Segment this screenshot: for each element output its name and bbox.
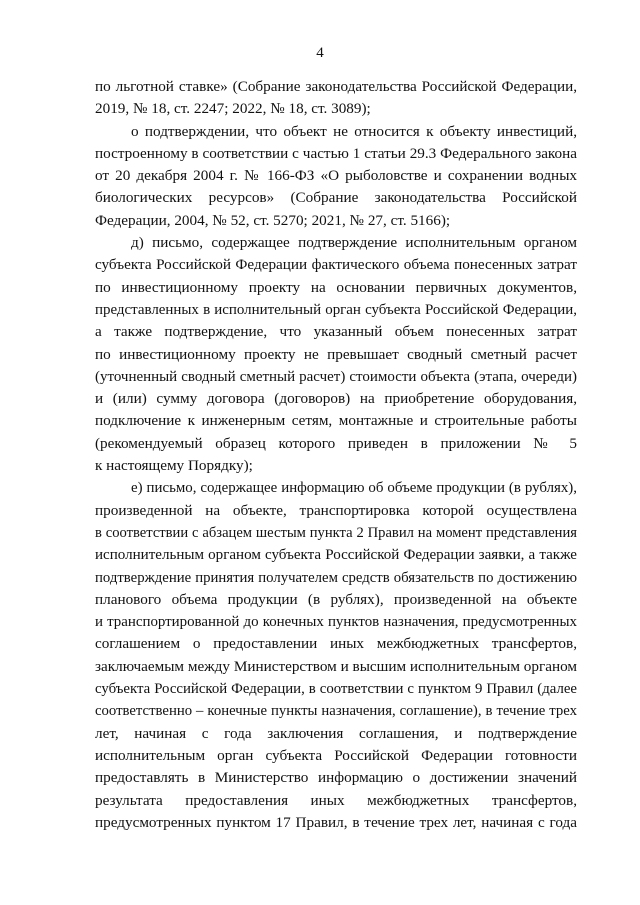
text-line: о подтверждении, что объект не относится к объекту инвестиций, (131, 122, 577, 140)
paragraph-confirmation (95, 121, 577, 232)
text-line: построенному в соответствии с частью 1 статьи 29.3 Федерального закона (95, 144, 577, 162)
text-line: к настоящему Порядку); (95, 457, 253, 475)
text-line: Федерации, 2004, № 52, ст. 5270; 2021, № 27, ст. 5166); (95, 211, 451, 229)
text-line: соглашением о предоставлении иных межбюджетных трансфертов, (95, 635, 577, 653)
text-line: представленных в исполнительный орган субъекта Российской Федерации, (95, 301, 577, 318)
text-line: 2019, № 18, ст. 2247; 2022, № 18, ст. 3089); (95, 100, 371, 118)
paragraph-d (95, 232, 577, 477)
text-line: по инвестиционному проекту на основании первичных документов, (95, 278, 577, 296)
paragraph-e (95, 477, 577, 834)
text-line: предусмотренных пунктом 17 Правил, в течение трех лет, начиная с года (95, 813, 577, 831)
text-line: лет, начиная с года заключения соглашения, и подтверждение (95, 724, 577, 742)
text-line: по инвестиционному проекту не превышает сводный сметный расчет (95, 345, 577, 363)
text-line: планового объема продукции (в рублях), произведенной на объекте (95, 590, 577, 608)
text-line: биологических ресурсов» (Собрание законодательства Российской (95, 189, 577, 207)
text-line: и (или) сумму договора (договоров) на приобретение оборудования, (95, 390, 577, 408)
text-line: исполнительным орган субъекта Российской Федерации готовности (95, 746, 577, 764)
text-line: субъекта Российской Федерации, в соответствии с пунктом 9 Правил (далее (95, 681, 577, 698)
text-line: в соответствии с абзацем шестым пункта 2 Правил на момент представления (95, 524, 577, 541)
text-line: результата предоставления иных межбюджетных трансфертов, (95, 791, 577, 809)
text-line: заключаемым между Министерством и высшим исполнительным органом (95, 657, 577, 675)
text-line: предоставлять в Министерство информацию о достижении значений (95, 769, 577, 787)
text-line: субъекта Российской Федерации фактического объема понесенных затрат (95, 256, 577, 274)
text-line: подключение к инженерным сетям, монтажные и строительные работы (95, 412, 577, 430)
text-line: исполнительным органом субъекта Российской Федерации заявки, а также (95, 547, 577, 564)
text-line: подтверждение принятия получателем средств обязательств по достижению (95, 569, 577, 586)
document-body (95, 76, 577, 834)
text-line: произведенной на объекте, транспортировка которой осуществлена (95, 501, 577, 519)
text-line: е) письмо, содержащее информацию об объеме продукции (в рублях), (131, 480, 577, 497)
page-number: 4 (316, 45, 324, 61)
text-line: по льготной ставке» (Собрание законодательства Российской Федерации, (95, 78, 577, 95)
text-line: и транспортированной до конечных пунктов назначения, предусмотренных (95, 614, 577, 631)
text-line: соответственно – конечные пункты назначения, соглашение), в течение трех (95, 703, 577, 720)
text-line: (уточненный сводный сметный расчет) стоимости объекта (этапа, очереди) (95, 368, 577, 385)
text-line: от 20 декабря 2004 г. № 166-ФЗ «О рыболовстве и сохранении водных (95, 167, 577, 185)
text-line: д) письмо, содержащее подтверждение исполнительным органом (131, 234, 577, 252)
text-line: а также подтверждение, что указанный объем понесенных затрат (95, 323, 577, 341)
paragraph-continuation (95, 76, 577, 121)
text-line: (рекомендуемый образец которого приведен в приложении № 5 (95, 434, 577, 452)
